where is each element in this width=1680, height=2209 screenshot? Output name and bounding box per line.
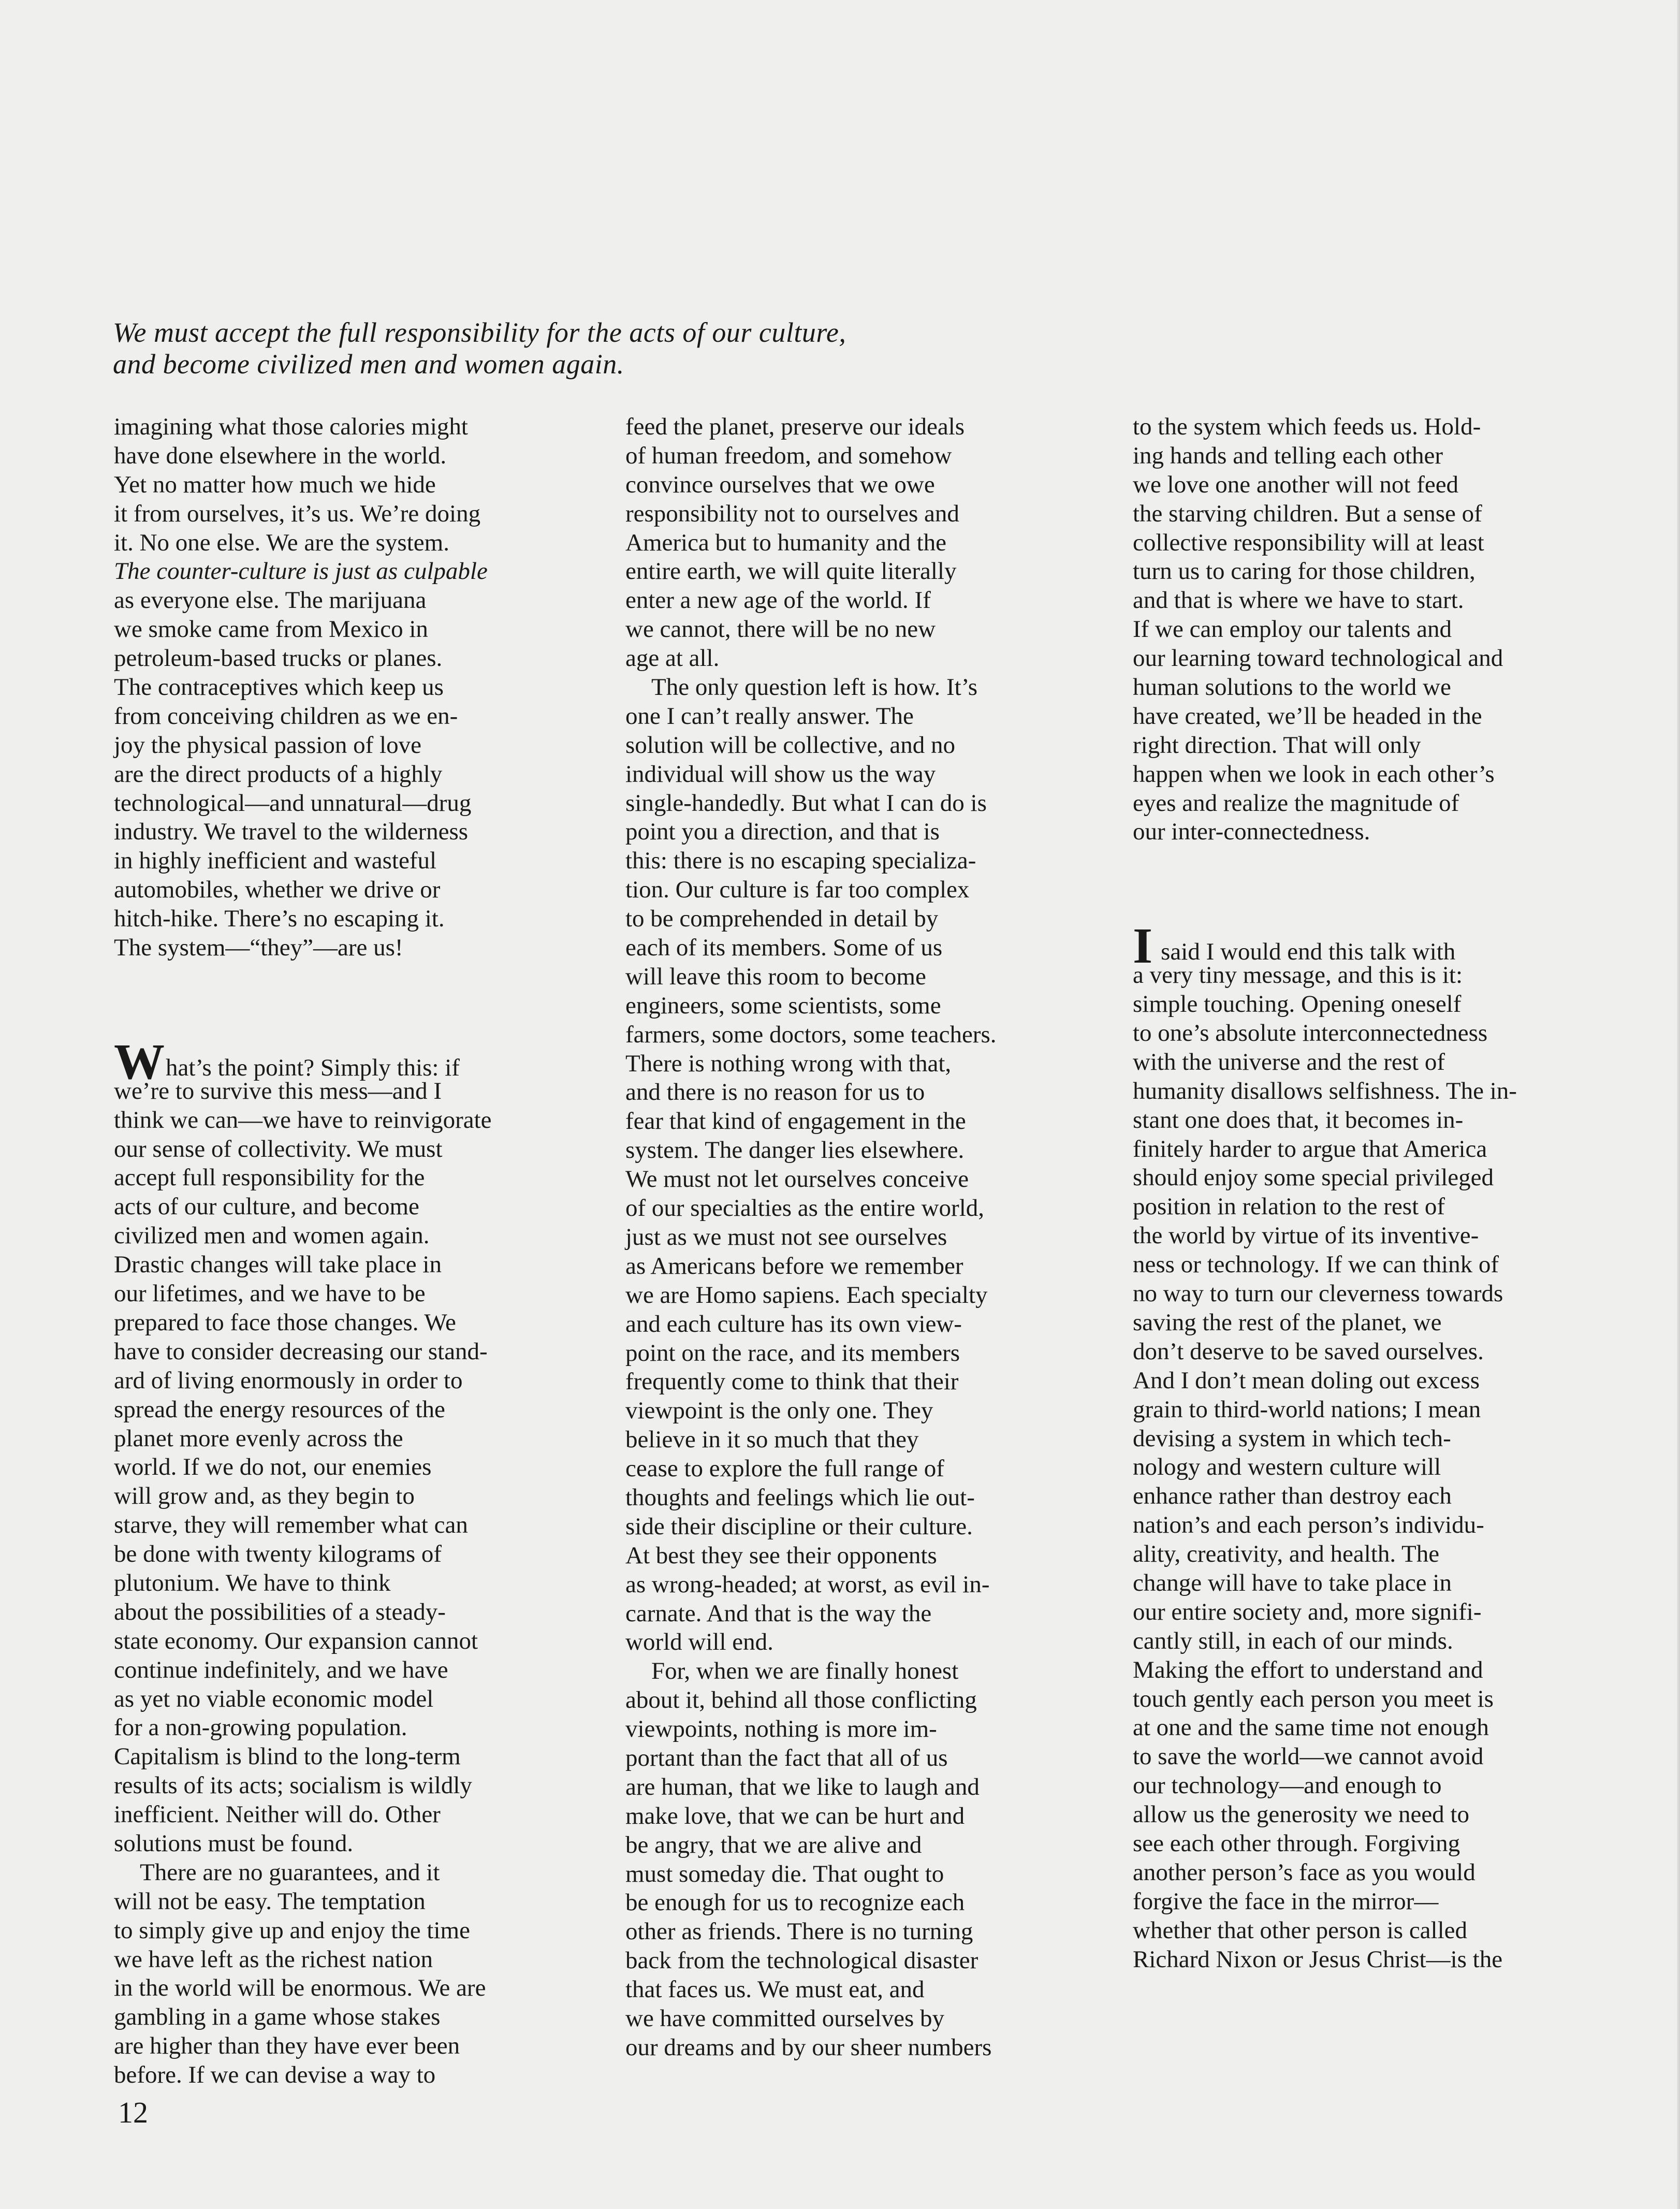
text-line: inefficient. Neither will do. Other [114,1801,441,1828]
text-line: in highly inefficient and wasteful [114,847,437,875]
text-line: we cannot, there will be no new [625,616,936,643]
text-line: age at all. [625,645,720,672]
text-line: our learning toward technological and [1133,645,1503,672]
text-line: think we can—we have to reinvigorate [114,1106,492,1133]
text-line: as wrong-headed; at worst, as evil in- [625,1571,990,1598]
text-line: have created, we’ll be headed in the [1133,702,1482,730]
paragraph [625,673,1081,1657]
text-line: gambling in a game whose stakes [114,2003,441,2031]
text-line: grain to third-world nations; I mean [1133,1396,1481,1423]
text-line: The only question left is how. It’s [651,674,978,701]
text-line: it. No one else. We are the system. [114,529,449,556]
text-line: individual will show us the way [625,760,936,788]
text-line: will grow and, as they begin to [114,1483,415,1510]
text-line: simple touching. Opening oneself [1133,991,1462,1018]
text-line: change will have to take place in [1133,1569,1452,1596]
text-line: entire earth, we will quite literally [625,558,957,585]
drop-cap: I [1133,918,1153,975]
pullquote-line: We must accept the full responsibility for the acts of our culture, [113,317,846,348]
text-line: for a non-growing population. [114,1714,407,1741]
text-line: accept full responsibility for the [114,1164,425,1191]
text-line: viewpoint is the only one. They [625,1397,933,1425]
text-line: spread the energy resources of the [114,1396,445,1423]
text-line: stant one does that, it becomes in- [1133,1106,1464,1133]
text-line: will not be easy. The temptation [114,1887,426,1915]
text-line: our entire society and, more signifi- [1133,1598,1482,1625]
text-line: our technology—and enough to [1133,1772,1442,1799]
text-line: right direction. That will only [1133,731,1421,759]
text-line: acts of our culture, and become [114,1193,419,1220]
text-line: farmers, some doctors, some teachers. [625,1021,997,1048]
text-line: petroleum-based trucks or planes. [114,645,443,672]
text-line: technological—and unnatural—drug [114,789,472,817]
text-line: ing hands and telling each other [1133,442,1443,469]
text-line: engineers, some scientists, some [625,992,941,1019]
text-line: carnate. And that is the way the [625,1600,932,1627]
text-line: Yet no matter how much we hide [114,471,436,498]
text-line: it from ourselves, it’s us. We’re doing [114,500,481,527]
text-line: we love one another will not feed [1133,471,1459,498]
text-line: touch gently each person you meet is [1133,1685,1494,1712]
section-break [1133,847,1588,932]
text-line: happen when we look in each other’s [1133,760,1495,788]
text-line: Capitalism is blind to the long-term [114,1743,461,1770]
text-line: civilized men and women again. [114,1222,430,1249]
text-line: Richard Nixon or Jesus Christ—is the [1133,1945,1503,1973]
text-line: and each culture has its own view- [625,1310,962,1338]
text-line: prepared to face those changes. We [114,1309,456,1336]
text-line: must someday die. That ought to [625,1860,944,1887]
text-line: thoughts and feelings which lie out- [625,1484,975,1511]
paragraph [114,413,569,963]
text-line: whether that other person is called [1133,1916,1468,1944]
text-line: other as friends. There is no turning [625,1918,973,1945]
text-line: single-handedly. But what I can do is [625,789,987,817]
text-line: make love, that we can be hurt and [625,1802,965,1829]
text-line: eyes and realize the magnitude of [1133,789,1459,817]
text-line: joy the physical passion of love [114,731,421,759]
text-line: We must not let ourselves conceive [625,1166,969,1193]
text-line: There are no guarantees, and it [140,1858,440,1886]
drop-cap: W [114,1034,165,1090]
text-line: of human freedom, and somehow [625,442,952,469]
text-line: world. If we do not, our enemies [114,1454,432,1481]
text-line: There is nothing wrong with that, [625,1050,952,1077]
text-line: just as we must not see ourselves [625,1223,947,1251]
text-line: back from the technological disaster [625,1947,978,1974]
text-line: If we can employ our talents and [1133,616,1452,643]
text-line: at one and the same time not enough [1133,1714,1489,1741]
text-line-rest: said I would end this talk with [1161,938,1456,966]
text-line: a very tiny message, and this is it: [1133,962,1463,989]
text-line: will leave this room to become [625,963,926,990]
text-column-2 [625,413,1081,2062]
text-line: don’t deserve to be saved ourselves. [1133,1338,1484,1365]
text-line: and that is where we have to start. [1133,587,1464,614]
text-line: in the world will be enormous. We are [114,1974,486,2002]
text-line: Making the effort to understand and [1133,1656,1483,1683]
text-line: from conceiving children as we en- [114,702,458,730]
text-line: forgive the face in the mirror— [1133,1887,1439,1915]
text-line: to the system which feeds us. Hold- [1133,413,1481,440]
paragraph [625,1657,1081,2062]
text-line: are the direct products of a highly [114,760,443,788]
text-line: before. If we can devise a way to [114,2061,436,2089]
text-line: to one’s absolute interconnectedness [1133,1020,1488,1047]
text-line: we have left as the richest nation [114,1945,433,1973]
text-column-3 [1133,413,1588,1974]
text-line: state economy. Our expansion cannot [114,1627,478,1654]
text-line: about the possibilities of a steady- [114,1598,446,1625]
text-line: to be comprehended in detail by [625,905,939,933]
text-line: the world by virtue of its inventive- [1133,1222,1479,1249]
text-line: industry. We travel to the wilderness [114,818,469,846]
text-line: frequently come to think that their [625,1368,959,1396]
text-line: we smoke came from Mexico in [114,616,428,643]
text-line: our lifetimes, and we have to be [114,1280,426,1307]
text-line: cease to explore the full range of [625,1455,944,1483]
text-line: ality, creativity, and health. The [1133,1541,1440,1568]
text-line: finitely harder to argue that America [1133,1135,1487,1162]
text-line: we’re to survive this mess—and I [114,1077,442,1105]
text-line: side their discipline or their culture. [625,1513,973,1540]
text-line: humanity disallows selfishness. The in- [1133,1077,1517,1105]
text-line: have done elsewhere in the world. [114,442,447,469]
text-line: about it, behind all those conflicting [625,1687,977,1714]
text-line: fear that kind of engagement in the [625,1108,966,1135]
text-line: feed the planet, preserve our ideals [625,413,965,440]
text-line: And I don’t mean doling out excess [1133,1367,1480,1394]
text-line: results of its acts; socialism is wildly [114,1772,472,1799]
section-break [114,963,569,1048]
text-line: For, when we are finally honest [651,1658,959,1685]
text-line: to save the world—we cannot avoid [1133,1743,1484,1770]
text-line: planet more evenly across the [114,1425,403,1452]
text-line: another person’s face as you would [1133,1858,1476,1886]
text-line: At best they see their opponents [625,1542,937,1569]
page-number: 12 [118,2096,148,2129]
text-line: see each other through. Forgiving [1133,1829,1460,1857]
text-line: solution will be collective, and no [625,731,955,759]
text-line: as everyone else. The marijuana [114,587,427,614]
text-line: tion. Our culture is far too complex [625,876,970,904]
text-line: ard of living enormously in order to [114,1367,463,1394]
page-edge-shadow [1677,0,1680,2209]
paragraph [114,1034,569,1858]
text-line: be enough for us to recognize each [625,1889,965,1916]
text-line: enter a new age of the world. If [625,587,931,614]
text-line: enhance rather than destroy each [1133,1483,1452,1510]
text-line-rest: hat’s the point? Simply this: if [166,1054,460,1081]
text-line: and there is no reason for us to [625,1079,925,1106]
text-line: point you a direction, and that is [625,818,940,846]
text-line: world will end. [625,1629,773,1656]
text-line: convince ourselves that we owe [625,471,935,498]
text-line: portant than the fact that all of us [625,1744,948,1771]
text-line: we are Homo sapiens. Each specialty [625,1281,988,1309]
text-line: this: there is no escaping specializa- [625,847,976,875]
text-line: position in relation to the rest of [1133,1193,1445,1220]
text-line: be angry, that we are alive and [625,1831,922,1858]
text-line: allow us the generosity we need to [1133,1801,1469,1828]
text-line: nology and western culture will [1133,1454,1441,1481]
text-line: imagining what those calories might [114,413,468,440]
text-line: human solutions to the world we [1133,674,1451,701]
text-line: responsibility not to ourselves and [625,500,959,527]
text-line: automobiles, whether we drive or [114,876,441,904]
text-line: The contraceptives which keep us [114,674,444,701]
text-line: believe in it so much that they [625,1426,919,1454]
paragraph [1133,918,1588,1974]
text-column-1 [114,413,569,2090]
text-line: solutions must be found. [114,1829,354,1857]
text-line: point on the race, and its members [625,1339,960,1367]
text-line: devising a system in which tech- [1133,1425,1451,1452]
text-line: with the universe and the rest of [1133,1048,1445,1076]
text-line: America but to humanity and the [625,529,946,556]
text-line: we have committed ourselves by [625,2004,945,2032]
text-line: should enjoy some special privileged [1133,1164,1494,1191]
text-line: starve, they will remember what can [114,1512,468,1539]
text-line: be done with twenty kilograms of [114,1541,442,1568]
text-line [1133,918,1588,975]
text-line: each of its members. Some of us [625,934,943,962]
text-line: plutonium. We have to think [114,1569,391,1596]
text-line: hitch-hike. There’s no escaping it. [114,905,445,933]
text-line: one I can’t really answer. The [625,702,914,730]
text-line: ness or technology. If we can think of [1133,1251,1499,1278]
text-line: no way to turn our cleverness towards [1133,1280,1503,1307]
text-line: system. The danger lies elsewhere. [625,1137,965,1164]
paragraph [114,1858,569,2090]
text-line: our dreams and by our sheer numbers [625,2033,992,2061]
pullquote-line: and become civilized men and women again. [113,348,624,380]
text-line: saving the rest of the planet, we [1133,1309,1442,1336]
text-line: the starving children. But a sense of [1133,500,1482,527]
text-line: The counter-culture is just as culpable [114,558,488,585]
text-line: viewpoints, nothing is more im- [625,1716,937,1743]
paragraph [1133,413,1588,847]
text-line: our sense of collectivity. We must [114,1135,443,1162]
text-line: have to consider decreasing our stand- [114,1338,488,1365]
text-line: nation’s and each person’s individu- [1133,1512,1484,1539]
text-line: our inter-connectedness. [1133,818,1370,846]
text-line [114,1034,569,1090]
text-line: are higher than they have ever been [114,2032,460,2060]
text-line: The system—“they”—are us! [114,934,403,962]
text-line: as yet no viable economic model [114,1685,434,1712]
text-line: cantly still, in each of our minds. [1133,1627,1453,1654]
text-line: continue indefinitely, and we have [114,1656,448,1683]
paragraph [625,413,1081,673]
text-line: are human, that we like to laugh and [625,1773,980,1800]
text-line: turn us to caring for those children, [1133,558,1476,585]
pullquote [113,317,1097,380]
text-line: collective responsibility will at least [1133,529,1484,556]
text-line: to simply give up and enjoy the time [114,1916,470,1944]
text-line: that faces us. We must eat, and [625,1976,925,2003]
text-line: Drastic changes will take place in [114,1251,442,1278]
text-line: of our specialties as the entire world, [625,1195,985,1222]
text-line: as Americans before we remember [625,1252,963,1280]
